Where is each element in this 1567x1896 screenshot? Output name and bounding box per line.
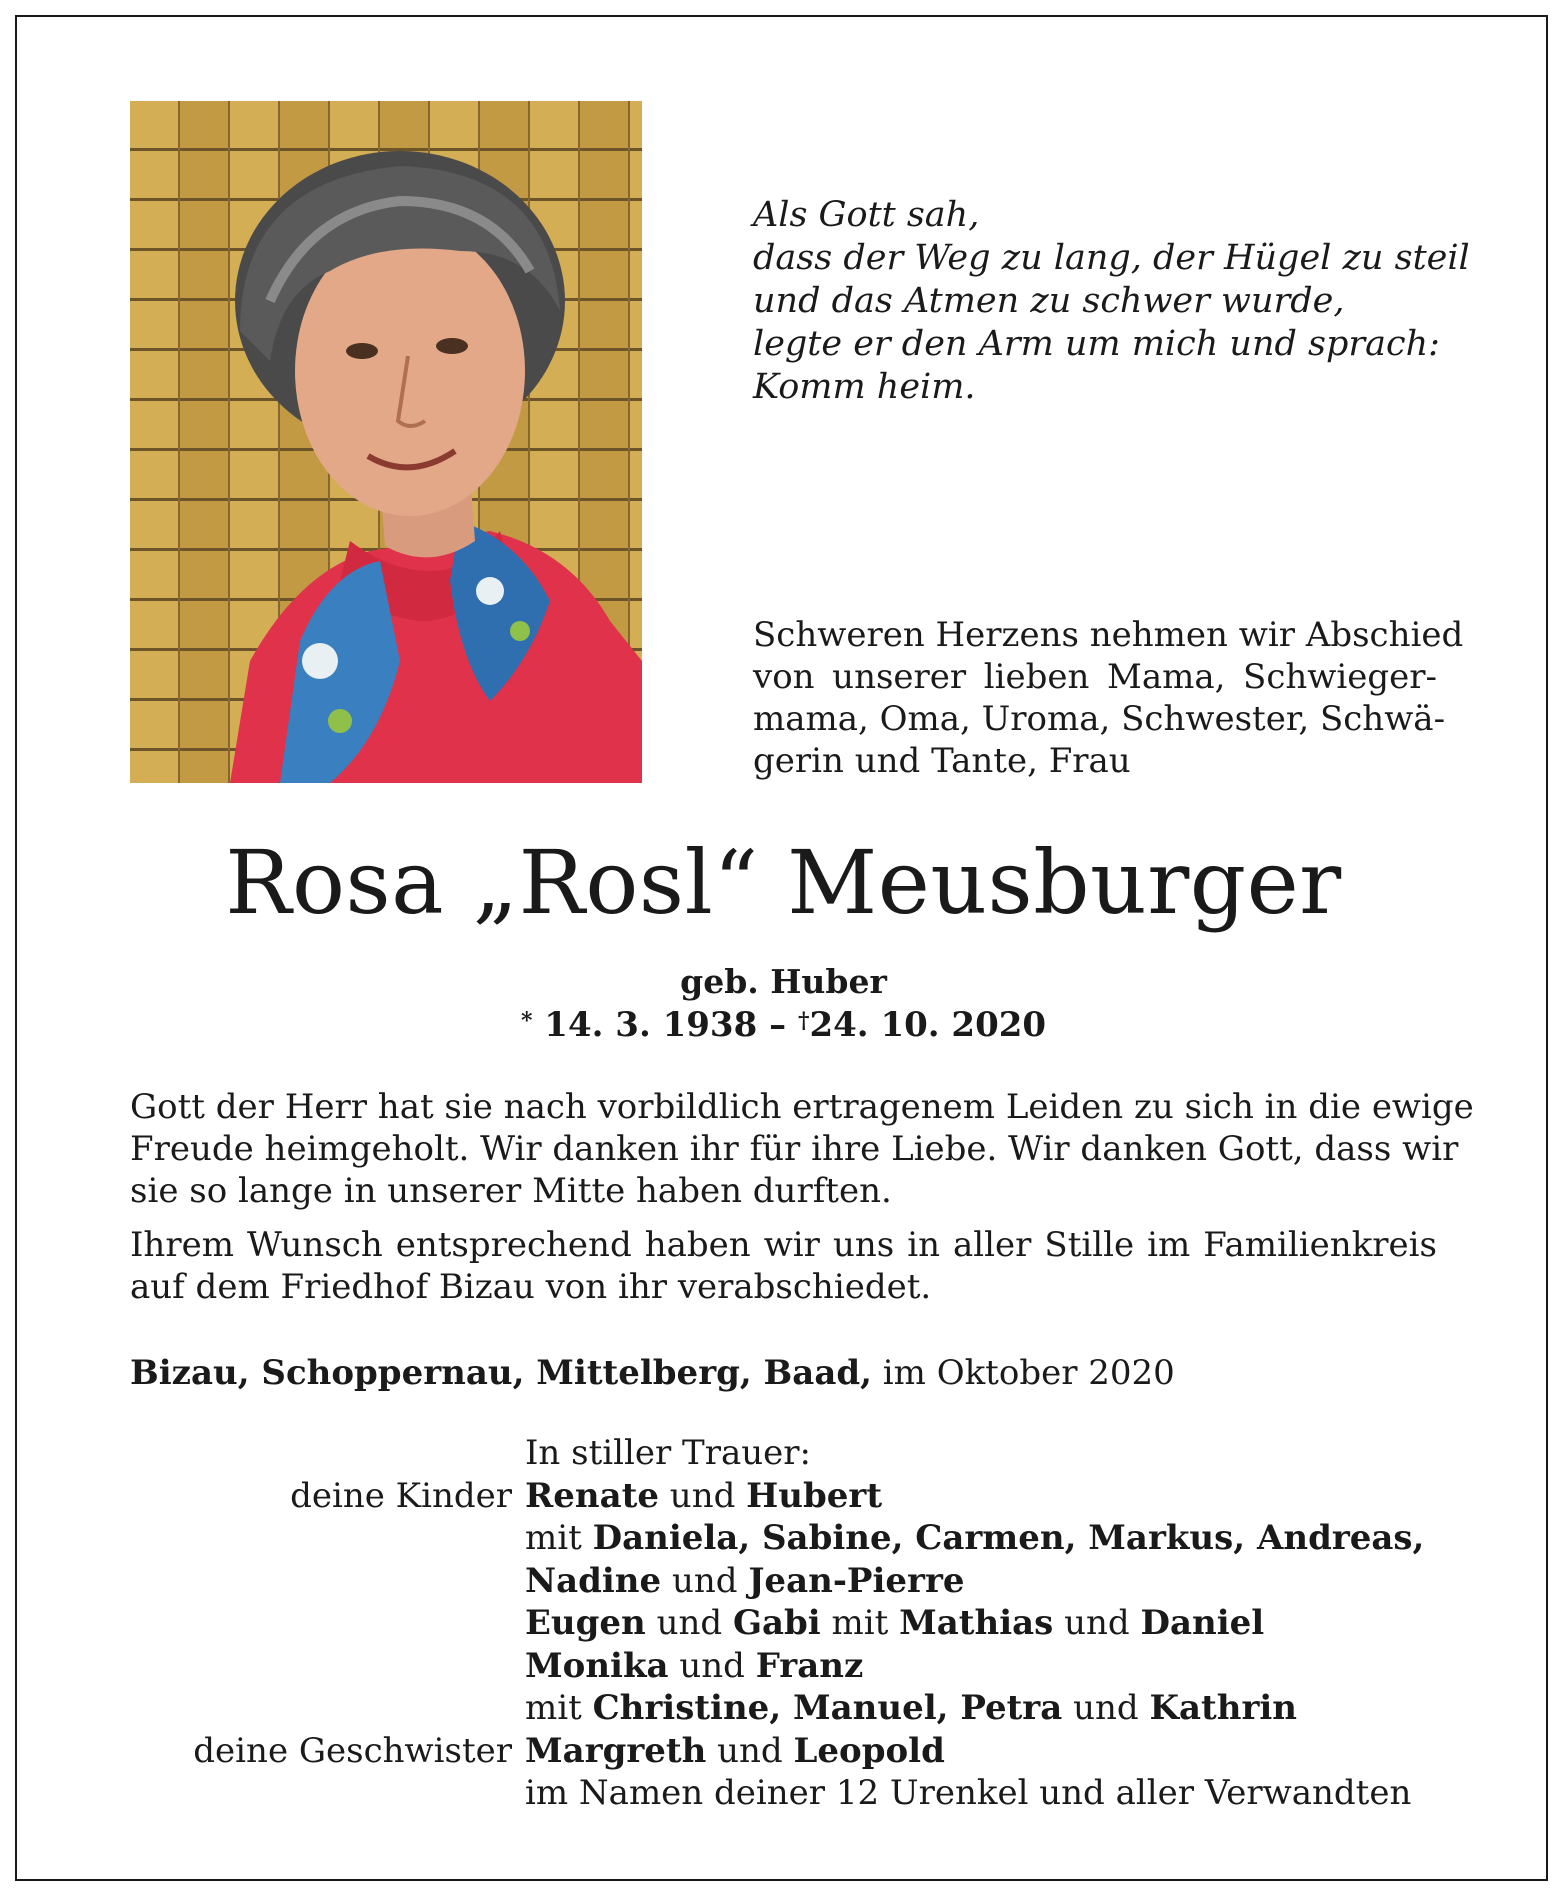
mourners-row: [130, 1602, 1440, 1645]
mourner-name: Margreth: [525, 1730, 707, 1771]
intro-line: Schweren Herzens nehmen wir Abschied: [753, 615, 1464, 655]
place-date: [130, 1351, 1175, 1395]
connector: mit: [525, 1688, 582, 1728]
mourners-row: [130, 1645, 1440, 1688]
mourners-row: [130, 1517, 1440, 1560]
siblings-label: deine Geschwister: [193, 1730, 512, 1771]
connector: mit: [525, 1518, 582, 1558]
birth-symbol: *: [520, 1008, 533, 1034]
portrait-image: [130, 101, 642, 783]
mourner-name: Jean-Pierre: [748, 1560, 965, 1601]
body-line: Gott der Herr hat sie nach vorbildlich ertragenem Leiden zu sich in die ewige: [130, 1087, 1474, 1127]
place-towns: Bizau, Schoppernau, Mittelberg, Baad,: [130, 1353, 872, 1393]
connector: und: [669, 1475, 736, 1516]
intro-line: mama, Oma, Uroma, Schwester, Schwä-: [753, 699, 1446, 739]
connector: und: [679, 1645, 745, 1686]
mourner-name: Nadine: [525, 1560, 662, 1601]
body-line: sie so lange in unserer Mitte haben durften.: [130, 1171, 892, 1211]
poem-line: legte er den Arm um mich und sprach:: [753, 324, 1440, 364]
mourner-name: Monika: [525, 1645, 669, 1686]
life-dates: [0, 1003, 1567, 1047]
mourners-heading-row: [130, 1432, 1440, 1475]
connector: und: [1064, 1603, 1130, 1643]
connector: mit: [831, 1603, 889, 1643]
mourner-name: Gabi: [732, 1603, 821, 1643]
body-line: Freude heimgeholt. Wir danken ihr für ihre Liebe. Wir danken Gott, dass wir: [130, 1129, 1459, 1169]
mourner-name: Hubert: [746, 1475, 883, 1516]
connector: und: [717, 1730, 783, 1771]
mourner-name: Leopold: [793, 1730, 945, 1771]
death-date: 24. 10. 2020: [809, 1005, 1047, 1045]
mourner-names: Christine, Manuel, Petra: [592, 1688, 1063, 1728]
mourners-row: [130, 1560, 1440, 1603]
poem: [753, 194, 1473, 409]
mourner-name: Daniel: [1140, 1603, 1265, 1643]
portrait-photo: [130, 101, 642, 783]
body-line: auf dem Friedhof Bizau von ihr verabschiedet.: [130, 1267, 932, 1307]
intro-line: von unserer lieben Mama, Schwieger-: [753, 657, 1437, 697]
place-month: im Oktober 2020: [882, 1353, 1175, 1393]
poem-line: Komm heim.: [753, 367, 976, 407]
mourners-row: [130, 1475, 1440, 1518]
mourner-name: Eugen: [525, 1603, 646, 1643]
mourners-row: [130, 1772, 1440, 1815]
deceased-name: Rosa „Rosl“ Meusburger: [225, 831, 1342, 934]
intro-line: gerin und Tante, Frau: [753, 741, 1131, 781]
body-text: [130, 1086, 1474, 1308]
body-line: Ihrem Wunsch entsprechend haben wir uns in aller Stille im Familienkreis: [130, 1225, 1437, 1265]
closing-line: im Namen deiner 12 Urenkel und aller Verwandten: [525, 1773, 1412, 1813]
poem-line: dass der Weg zu lang, der Hügel zu steil: [753, 238, 1470, 278]
mourners-heading: In stiller Trauer:: [525, 1433, 811, 1473]
mourner-name: Renate: [525, 1475, 659, 1516]
maiden-name: geb. Huber: [680, 962, 887, 1001]
poem-line: Als Gott sah,: [753, 195, 980, 235]
mourner-name: Kathrin: [1149, 1688, 1298, 1728]
date-separator: –: [769, 1005, 787, 1045]
poem-line: und das Atmen zu schwer wurde,: [753, 281, 1345, 321]
birth-date: 14. 3. 1938: [544, 1005, 758, 1045]
death-symbol: †: [797, 1008, 810, 1034]
mourners-row: [130, 1687, 1440, 1730]
intro-text: [753, 614, 1464, 782]
mourner-names: Daniela, Sabine, Carmen, Markus, Andreas,: [592, 1518, 1425, 1558]
children-label: deine Kinder: [290, 1475, 512, 1516]
connector: und: [671, 1560, 738, 1601]
mourners-list: [130, 1432, 1440, 1815]
mourners-row: [130, 1730, 1440, 1773]
connector: und: [1073, 1688, 1139, 1728]
mourner-name: Mathias: [899, 1603, 1054, 1643]
mourner-name: Franz: [755, 1645, 864, 1686]
connector: und: [656, 1603, 723, 1643]
